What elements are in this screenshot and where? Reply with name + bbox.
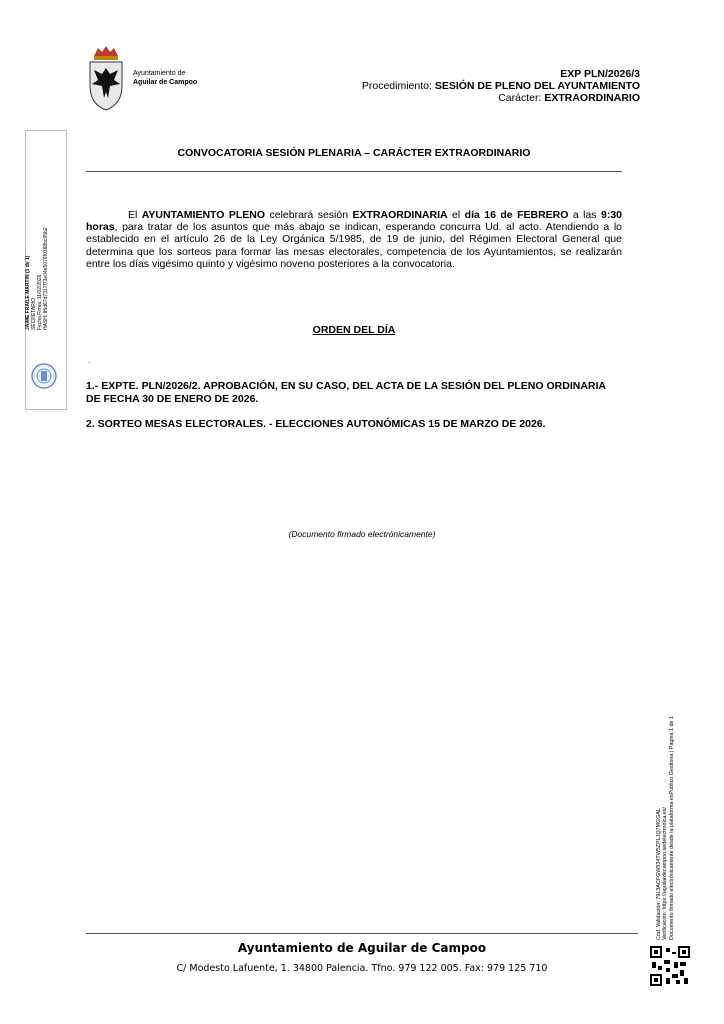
orden-del-dia-heading: ORDEN DEL DÍA: [312, 324, 396, 336]
para-t3: el: [447, 209, 465, 221]
procedimiento-line: [362, 80, 640, 92]
muni-line2: Aguilar de Campoo: [133, 79, 198, 86]
signature-date: Fecha Firma: 11/02/2026: [37, 274, 43, 330]
caracter-label: Carácter:: [498, 92, 542, 104]
convocation-paragraph: [86, 209, 622, 270]
exp-number: EXP PLN/2026/3: [560, 68, 640, 80]
caracter-line: [362, 92, 640, 104]
procedimiento-value: SESIÓN DE PLENO DEL AYUNTAMIENTO: [434, 80, 640, 92]
para-t4: a las: [568, 209, 601, 221]
para-t1: El: [128, 209, 142, 221]
document-title: CONVOCATORIA SESIÓN PLENARIA – CARÁCTER EXTRAORDINARIO: [177, 147, 531, 159]
para-t2: celebrará sesión: [265, 209, 353, 221]
footer-address: C/ Modesto Lafuente, 1. 34800 Palencia. Tfno. 979 122 005. Fax: 979 125 710: [176, 963, 548, 974]
footer-name: Ayuntamiento de Aguilar de Campoo: [237, 941, 487, 955]
signed-note: (Documento firmado electrónicamente): [288, 529, 436, 539]
title-divider: [86, 171, 622, 172]
signature-hash: HASH: 85d67d7317f73e04e5076f0388bc05b2: [43, 227, 49, 330]
footer-divider: [86, 933, 638, 934]
agenda-item-1: 1.- EXPTE. PLN/2026/2. APROBACIÓN, EN SU CASO, DEL ACTA DE LA SESIÓN DEL PLENO ORDINARIA DE FECHA 30 DE ENERO DE 2026.: [86, 380, 606, 405]
qr-code-icon: [650, 946, 690, 986]
procedimiento-label: Procedimiento:: [361, 80, 432, 92]
para-b1: AYUNTAMIENTO PLENO: [141, 209, 266, 221]
validation-url: Verificación: https://aguilardecampoo.sedelectronica.es/: [662, 806, 669, 940]
seal-icon: [30, 362, 58, 390]
municipality-name: [133, 69, 197, 87]
validation-code: Cód. Validación: 79L3ACFGW534TW5ZPLJQ7MGGAL: [656, 807, 662, 940]
para-b2: EXTRAORDINARIA: [352, 209, 448, 221]
validation-platform: Documento firmado electrónicamente desde la plataforma esPublico Gestiona | Página 1 de 1: [668, 715, 675, 940]
signer-role: SECRETARIO: [31, 297, 37, 330]
validation-text: [656, 716, 675, 940]
muni-line1: Ayuntamiento de: [133, 70, 186, 77]
expedient-block: [362, 68, 640, 104]
signer-name: JAIME FRAILE MARTIN (1 de 1): [25, 255, 31, 330]
caracter-value: EXTRAORDINARIO: [544, 92, 640, 104]
para-b3: día 16 de FEBRERO: [464, 209, 569, 221]
para-t5: , para tratar de los asuntos que más abajo se indican, esperando concurra Ud. al acto. Atendiendo a lo establecido en el artículo 26 de la Ley Orgánica 5/1985, de 19 de junio, del Régimen Electoral General que determina que los sorteos para formar las mesas electorales, competencia de los Ayuntamientos, se realizarán entre los días vigésimo quinto y vigésimo noveno posteriores a la convocatoria.: [86, 221, 622, 270]
agenda-item-2: 2. SORTEO MESAS ELECTORALES. - ELECCIONES AUTONÓMICAS 15 DE MARZO DE 2026.: [86, 418, 546, 430]
para-b4: 9:30 horas: [86, 209, 623, 234]
stray-dot: .: [88, 356, 91, 365]
signature-text: [25, 227, 49, 330]
coat-of-arms-logo: [86, 42, 126, 112]
